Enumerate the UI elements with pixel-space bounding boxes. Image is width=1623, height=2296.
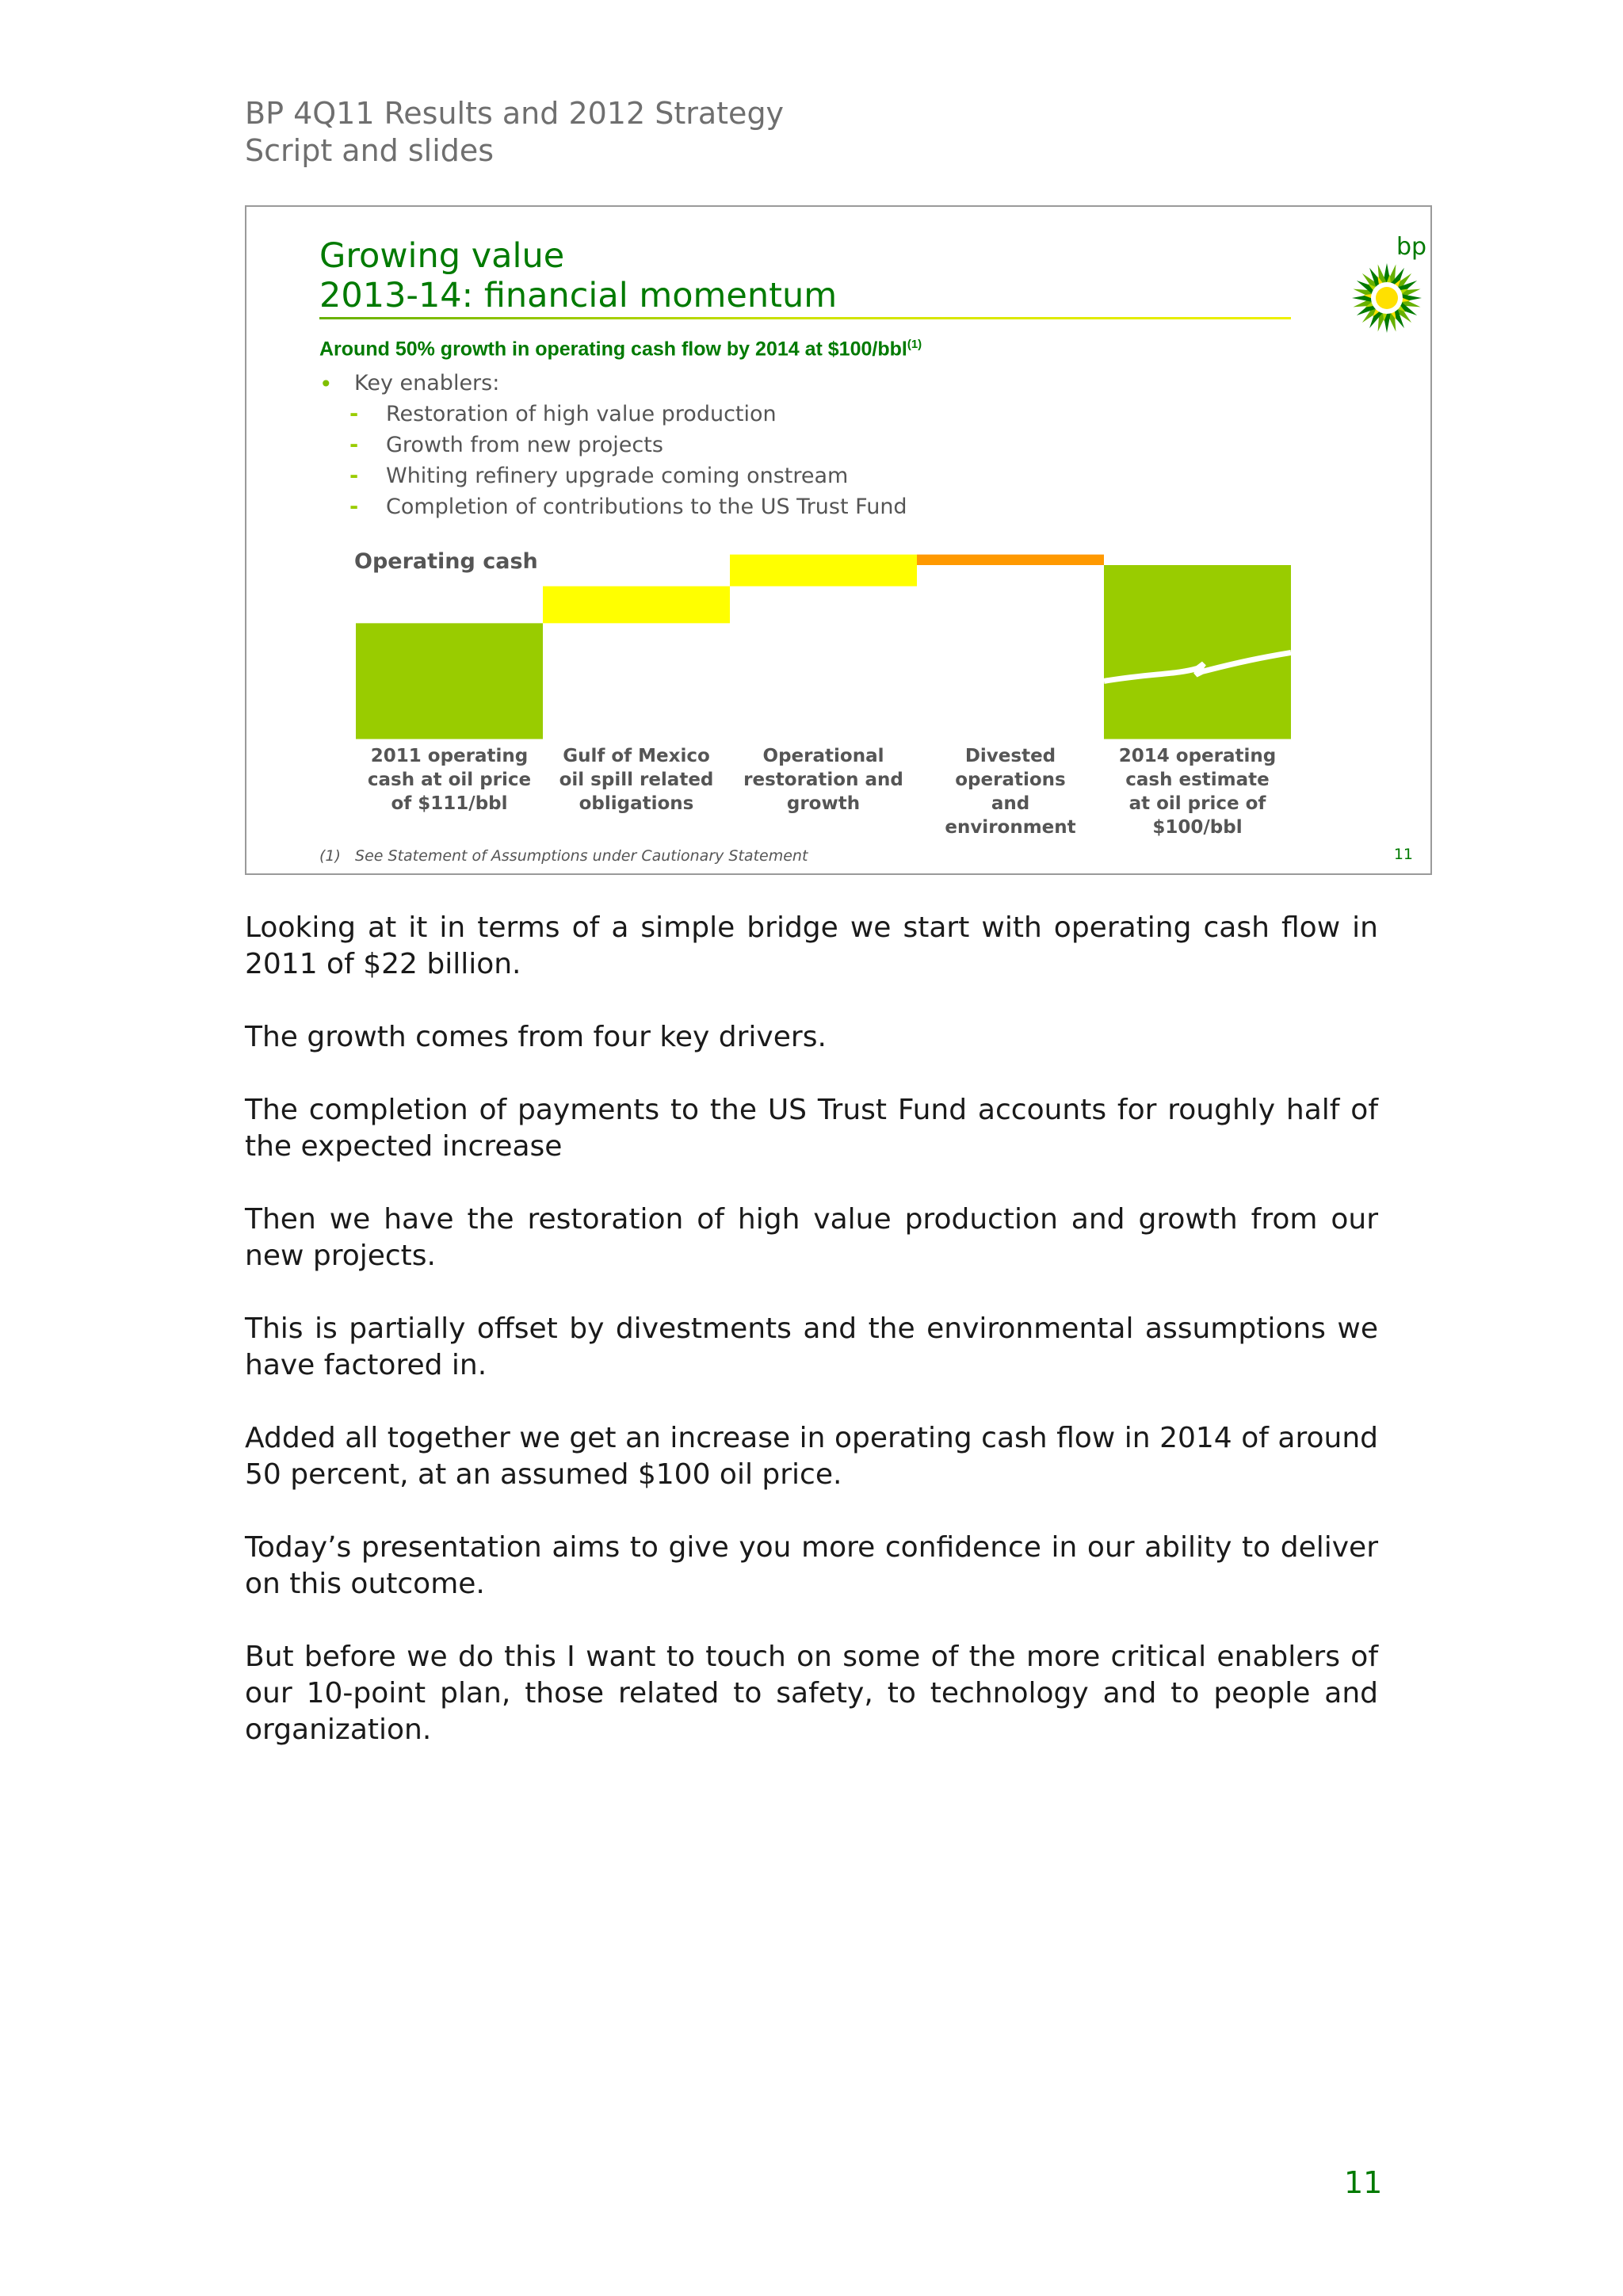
script-paragraph: Added all together we get an increase in operating cash flow in 2014 of around 50 percent, at an assumed $100 oil price. — [245, 1422, 1378, 1491]
page-number: 11 — [1344, 2165, 1383, 2200]
waterfall-bar — [730, 555, 917, 586]
category-label-line: cash at oil price — [367, 770, 532, 790]
category-label-line: Divested — [964, 746, 1056, 766]
script-paragraph: This is partially offset by divestments and the environmental assumptions we have factored in. — [245, 1312, 1378, 1381]
category-label-line: of $111/bbl — [391, 793, 508, 814]
document-header — [245, 95, 784, 170]
category-label — [362, 744, 537, 816]
script-paragraph: Then we have the restoration of high value production and growth from our new projects. — [245, 1203, 1378, 1272]
script-paragraph: Today’s presentation aims to give you more confidence in our ability to deliver on this outcome. — [245, 1531, 1378, 1600]
footnote-marker: (1) — [319, 847, 341, 865]
category-label — [736, 744, 911, 816]
category-label-line: Operational — [762, 746, 884, 766]
enabler-text: Restoration of high value production — [386, 402, 777, 426]
category-label-line: operations — [955, 770, 1066, 790]
enabler-text: Completion of contributions to the US Trust Fund — [386, 495, 907, 519]
category-label-line: cash estimate — [1125, 770, 1270, 790]
script-paragraph: The growth comes from four key drivers. — [245, 1021, 827, 1053]
script-paragraph: Looking at it in terms of a simple bridge we start with operating cash flow in 2011 of $22 billion. — [245, 911, 1378, 980]
waterfall-bar — [543, 586, 730, 624]
category-label-line: growth — [786, 793, 861, 814]
enabler-text: Growth from new projects — [386, 433, 663, 457]
dash-icon: - — [349, 402, 359, 426]
enabler-text: Whiting refinery upgrade coming onstream — [386, 464, 849, 488]
category-label-line: oil spill related — [559, 770, 714, 790]
document-subtitle: Script and slides — [245, 133, 495, 168]
dash-icon: - — [349, 433, 359, 457]
category-label — [923, 744, 1098, 839]
bullet-label: Key enablers: — [354, 371, 500, 395]
category-label-line: 2014 operating — [1118, 746, 1277, 766]
bullet-dot-icon: • — [319, 371, 333, 397]
slide — [245, 205, 1432, 875]
waterfall-bar — [1104, 565, 1291, 739]
footnote-text: See Statement of Assumptions under Cautionary Statement — [355, 847, 808, 865]
script-text — [245, 910, 1378, 1785]
category-label — [549, 744, 724, 816]
category-label-line: and — [991, 793, 1030, 814]
script-paragraph: But before we do this I want to touch on some of the more critical enablers of our 10-point plan, those related to safety, to technology and to people and organization. — [245, 1641, 1378, 1746]
chart-title: Operating cash — [354, 549, 538, 574]
category-label-line: obligations — [579, 793, 694, 814]
category-label-line: restoration and — [743, 770, 903, 790]
footnote — [319, 847, 808, 865]
slide-title: Growing value — [319, 236, 565, 276]
waterfall-bar — [356, 623, 543, 739]
category-label — [1110, 744, 1285, 839]
category-label-line: $100/bbl — [1152, 817, 1243, 838]
category-label-line: 2011 operating — [370, 746, 529, 766]
slide-number: 11 — [1393, 846, 1413, 863]
headline-footnote-ref: (1) — [907, 338, 922, 351]
category-label-line: environment — [945, 817, 1076, 838]
bp-logo-text: bp — [1396, 233, 1427, 261]
slide-subtitle: 2013-14: financial momentum — [319, 276, 838, 315]
category-label-line: Gulf of Mexico — [563, 746, 710, 766]
dash-icon: - — [349, 464, 359, 488]
script-paragraph: The completion of payments to the US Trust Fund accounts for roughly half of the expected increase — [245, 1094, 1378, 1163]
dash-icon: - — [349, 495, 359, 519]
category-label-line: at oil price of — [1128, 793, 1266, 814]
waterfall-bar — [917, 555, 1104, 565]
headline-text: Around 50% growth in operating cash flow by 2014 at $100/bbl — [319, 338, 907, 361]
document-title: BP 4Q11 Results and 2012 Strategy — [245, 96, 785, 131]
